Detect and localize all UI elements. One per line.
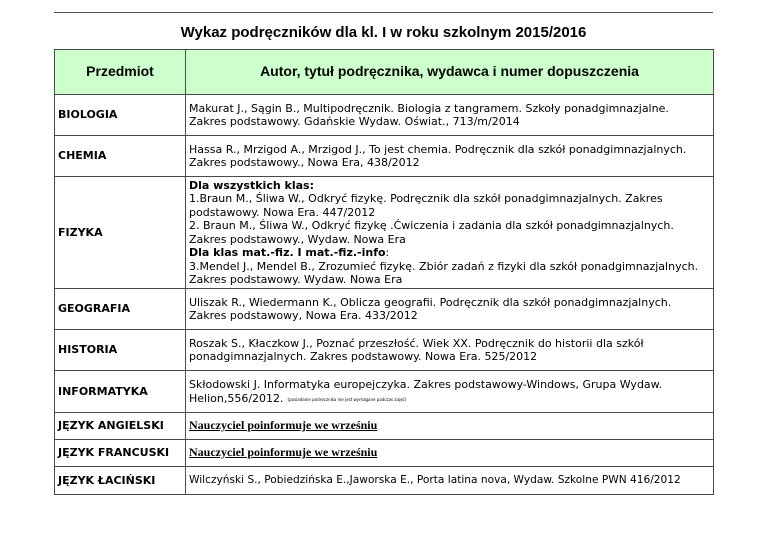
details-line: Zakres podstawowy, Nowa Era. 433/2012 <box>189 309 418 322</box>
details-line: Zakres podstawowy. Gdańskie Wydaw. Oświat., 713/m/2014 <box>189 115 520 128</box>
footnote-text: (posiadanie podręcznika nie jest wymagane podczas zajęć) <box>287 396 407 402</box>
details-cell: Wilczyński S., Pobiedzińska E.,Jaworska E., Porta latina nova, Wydaw. Szkolne PWN 416/2012 <box>186 467 714 495</box>
details-cell <box>186 330 714 371</box>
subject-cell: FIZYKA <box>55 177 186 289</box>
table-row <box>55 467 714 495</box>
group-heading-line <box>189 246 710 260</box>
page-title: Wykaz podręczników dla kl. I w roku szkolnym 2015/2016 <box>180 24 587 41</box>
table-row <box>55 136 714 177</box>
details-cell <box>186 95 714 136</box>
header-subject: Przedmiot <box>55 50 186 95</box>
details-line: ponadgimnazjalnych. Zakres podstawowy. Nowa Era. 525/2012 <box>189 350 538 363</box>
details-line: Makurat J., Sągin B., Multipodręcznik. Biologia z tangramem. Szkoły ponadgimnazjalne. <box>189 101 669 115</box>
subject-cell: INFORMATYKA <box>55 371 186 413</box>
subject-cell: HISTORIA <box>55 330 186 371</box>
group-heading-suffix: : <box>385 246 390 259</box>
group-heading: Dla wszystkich klas: <box>189 178 314 192</box>
details-cell <box>186 371 714 413</box>
subject-cell: GEOGRAFIA <box>55 289 186 330</box>
details-line: Uliszak R., Wiedermann K., Oblicza geografii. Podręcznik dla szkół ponadgimnazjalnych. <box>189 295 672 309</box>
details-item: 2. Braun M., Śliwa W., Odkryć fizykę .Ćwiczenia i zadania dla szkół ponadgimnazjalnych. Zakres podstawowy., Wydaw. Nowa Era <box>189 219 674 246</box>
top-rule <box>54 12 713 13</box>
subject-cell: CHEMIA <box>55 136 186 177</box>
details-line: Zakres podstawowy., Nowa Era, 438/2012 <box>189 156 420 169</box>
details-cell <box>186 440 714 467</box>
details-line: Skłodowski J. Informatyka europejczyka. Zakres podstawowy-Windows, Grupa Wydaw. <box>189 378 663 391</box>
table-row <box>55 95 714 136</box>
table-header-row <box>55 50 714 95</box>
details-item: 3.Mendel J., Mendel B., Zrozumieć fizykę. Zbiór zadań z fizyki dla szkół ponadgimnazjalnych. Zakres podstawowy. Wydaw. Nowa Era <box>189 259 699 286</box>
subject-cell: JĘZYK FRANCUSKI <box>55 440 186 467</box>
details-line <box>189 392 710 406</box>
details-text: Helion,556/2012. <box>189 391 284 405</box>
table-row <box>55 440 714 467</box>
details-cell <box>186 177 714 289</box>
textbook-table <box>54 49 714 495</box>
table-row <box>55 330 714 371</box>
details-item: 1.Braun M., Śliwa W., Odkryć fizykę. Podręcznik dla szkół ponadgimnazjalnych. Zakres podstawowy. Nowa Era. 447/2012 <box>189 192 663 219</box>
subject-cell: JĘZYK ANGIELSKI <box>55 413 186 440</box>
details-cell <box>186 136 714 177</box>
table-row <box>55 413 714 440</box>
details-line: Hassa R., Mrzigod A., Mrzigod J., To jest chemia. Podręcznik dla szkół ponadgimnazjalnych. <box>189 142 687 156</box>
table-row <box>55 289 714 330</box>
group-heading: Dla klas mat.-fiz. I mat.-fiz.-info <box>189 246 386 259</box>
details-cell <box>186 413 714 440</box>
header-details: Autor, tytuł podręcznika, wydawca i numer dopuszczenia <box>186 50 714 95</box>
table-row <box>55 371 714 413</box>
subject-cell: JĘZYK ŁACIŃSKI <box>55 467 186 495</box>
details-line: Roszak S., Kłaczkow J., Poznać przeszłość. Wiek XX. Podręcznik do historii dla szkół <box>189 336 644 350</box>
announcement-text: Nauczyciel poinformuje we wrześniu <box>189 445 378 460</box>
details-cell <box>186 289 714 330</box>
table-row <box>55 177 714 289</box>
subject-cell: BIOLOGIA <box>55 95 186 136</box>
announcement-text: Nauczyciel poinformuje we wrześniu <box>189 418 378 433</box>
